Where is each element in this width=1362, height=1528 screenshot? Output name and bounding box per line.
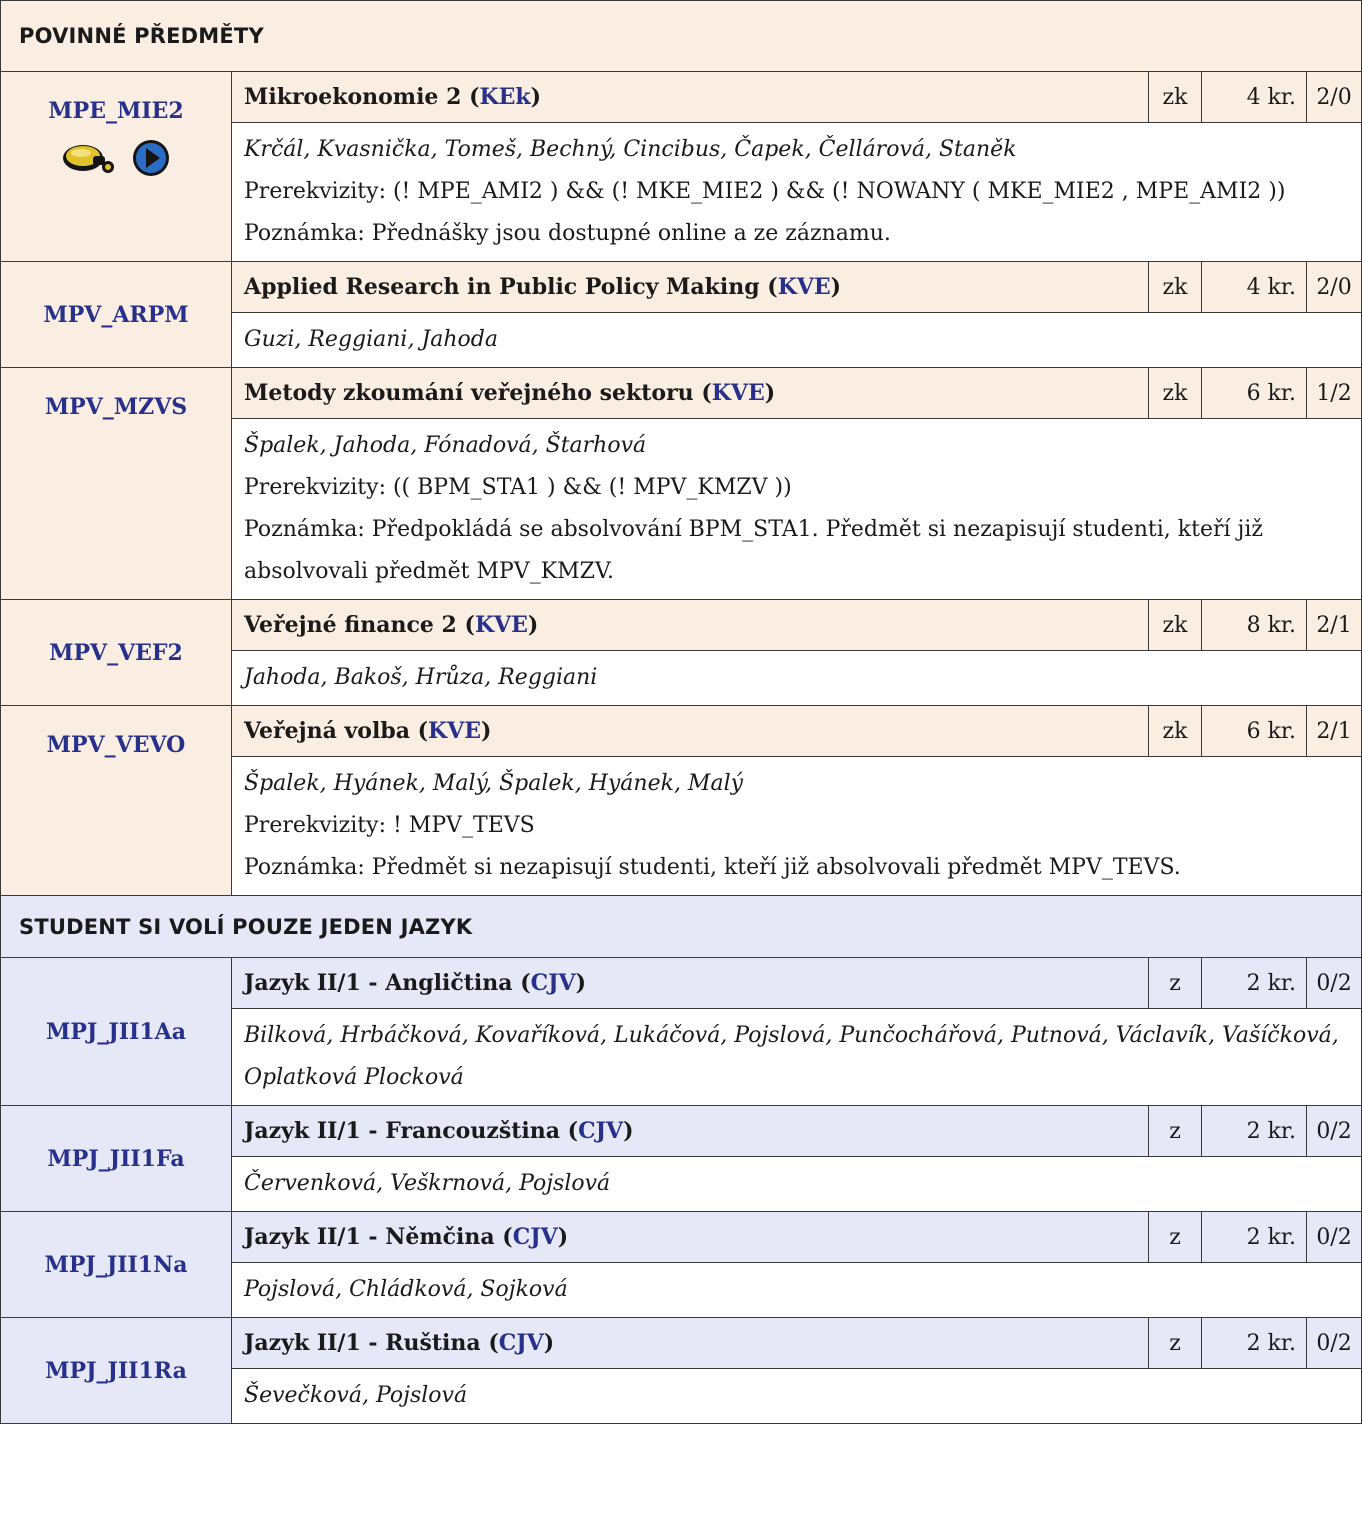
course-details [232, 1263, 1362, 1318]
course-code-cell [1, 958, 232, 1106]
play-icon[interactable] [131, 138, 171, 184]
hours: 2/1 [1307, 600, 1362, 651]
course-details [232, 1369, 1362, 1424]
course-details [232, 1009, 1362, 1106]
teachers: Bilková, Hrbáčková, Kovaříková, Lukáčová, Pojslová, Punčochářová, Putnová, Václavík, Vašíčková, Oplatková Plocková [244, 1023, 1339, 1090]
department-link[interactable]: CJV [578, 1118, 624, 1144]
course-code-cell [1, 600, 232, 706]
teachers: Ševečková, Pojslová [244, 1383, 468, 1408]
hours: 2/0 [1307, 72, 1362, 123]
teachers: Guzi, Reggiani, Jahoda [244, 327, 498, 352]
course-title: Jazyk II/1 - Angličtina (CJV) [232, 958, 1149, 1009]
teachers: Špalek, Jahoda, Fónadová, Štarhová [244, 433, 647, 458]
teachers: Jahoda, Bakoš, Hrůza, Reggiani [244, 665, 598, 690]
course-details [232, 757, 1362, 896]
completion-type: z [1149, 958, 1202, 1009]
hours: 0/2 [1307, 1318, 1362, 1369]
course-title: Jazyk II/1 - Francouzština (CJV) [232, 1106, 1149, 1157]
course-code-link[interactable]: MPV_VEVO [46, 732, 186, 758]
completion-type: zk [1149, 706, 1202, 757]
course-code-link[interactable]: MPV_ARPM [43, 301, 189, 328]
course-code-link[interactable]: MPJ_JII1Na [44, 1251, 188, 1278]
course-title: Mikroekonomie 2 (KEk) [232, 72, 1149, 123]
note: Poznámka: Přednášky jsou dostupné online a ze záznamu. [244, 221, 891, 246]
prerequisites: Prerekvizity: (! MPE_AMI2 ) && (! MKE_MIE2 ) && (! NOWANY ( MKE_MIE2 , MPE_AMI2 )) [244, 179, 1286, 204]
completion-type: zk [1149, 368, 1202, 419]
hours: 0/2 [1307, 1106, 1362, 1157]
course-code-cell [1, 706, 232, 896]
course-code-link[interactable]: MPJ_JII1Aa [46, 1018, 186, 1045]
completion-type: z [1149, 1318, 1202, 1369]
note: Poznámka: Předpokládá se absolvování BPM_STA1. Předmět si nezapisují studenti, kteří již absolvovali předmět MPV_KMZV. [244, 517, 1263, 584]
credits: 6 kr. [1202, 706, 1307, 757]
course-code-cell [1, 1212, 232, 1318]
course-title: Jazyk II/1 - Ruština (CJV) [232, 1318, 1149, 1369]
hours: 2/0 [1307, 262, 1362, 313]
teachers: Červenková, Veškrnová, Pojslová [244, 1171, 611, 1196]
credits: 4 kr. [1202, 262, 1307, 313]
course-code-link[interactable]: MPV_MZVS [44, 394, 188, 420]
video-camera-icon[interactable] [61, 138, 119, 184]
hours: 0/2 [1307, 958, 1362, 1009]
section-title: STUDENT SI VOLÍ POUZE JEDEN JAZYK [1, 896, 1362, 958]
course-code-cell [1, 72, 232, 262]
department-link[interactable]: KVE [428, 718, 482, 744]
hours: 2/1 [1307, 706, 1362, 757]
department-link[interactable]: KVE [777, 274, 831, 300]
note: Poznámka: Předmět si nezapisují studenti, kteří již absolvovali předmět MPV_TEVS. [244, 855, 1181, 880]
completion-type: zk [1149, 72, 1202, 123]
completion-type: zk [1149, 600, 1202, 651]
course-details [232, 651, 1362, 706]
department-link[interactable]: CJV [512, 1224, 558, 1250]
course-details [232, 419, 1362, 600]
course-title: Veřejná volba (KVE) [232, 706, 1149, 757]
course-code-link[interactable]: MPE_MIE2 [48, 98, 184, 124]
credits: 4 kr. [1202, 72, 1307, 123]
section-title: POVINNÉ PŘEDMĚTY [1, 1, 1362, 72]
course-title: Metody zkoumání veřejného sektoru (KVE) [232, 368, 1149, 419]
course-code-cell [1, 368, 232, 600]
teachers: Špalek, Hyánek, Malý, Špalek, Hyánek, Malý [244, 771, 744, 796]
course-details [232, 313, 1362, 368]
course-title: Veřejné finance 2 (KVE) [232, 600, 1149, 651]
department-link[interactable]: CJV [530, 970, 576, 996]
completion-type: zk [1149, 262, 1202, 313]
department-link[interactable]: KVE [474, 612, 528, 638]
course-details [232, 123, 1362, 262]
credits: 6 kr. [1202, 368, 1307, 419]
hours: 0/2 [1307, 1212, 1362, 1263]
credits: 8 kr. [1202, 600, 1307, 651]
department-link[interactable]: KEk [479, 84, 531, 110]
credits: 2 kr. [1202, 1106, 1307, 1157]
teachers: Pojslová, Chládková, Sojková [244, 1277, 568, 1302]
prerequisites: Prerekvizity: ! MPV_TEVS [244, 813, 535, 838]
completion-type: z [1149, 1212, 1202, 1263]
department-link[interactable]: KVE [711, 380, 765, 406]
teachers: Krčál, Kvasnička, Tomeš, Bechný, Cincibus, Čapek, Čellárová, Staněk [244, 137, 1017, 162]
credits: 2 kr. [1202, 1318, 1307, 1369]
course-code-cell [1, 1318, 232, 1424]
hours: 1/2 [1307, 368, 1362, 419]
credits: 2 kr. [1202, 958, 1307, 1009]
course-title: Applied Research in Public Policy Making (KVE) [232, 262, 1149, 313]
course-title: Jazyk II/1 - Němčina (CJV) [232, 1212, 1149, 1263]
credits: 2 kr. [1202, 1212, 1307, 1263]
course-code-cell [1, 1106, 232, 1212]
course-details [232, 1157, 1362, 1212]
course-code-link[interactable]: MPJ_JII1Ra [45, 1357, 187, 1384]
department-link[interactable]: CJV [498, 1330, 544, 1356]
course-code-cell [1, 262, 232, 368]
course-code-link[interactable]: MPJ_JII1Fa [47, 1145, 185, 1172]
completion-type: z [1149, 1106, 1202, 1157]
course-code-link[interactable]: MPV_VEF2 [49, 639, 183, 666]
prerequisites: Prerekvizity: (( BPM_STA1 ) && (! MPV_KMZV )) [244, 475, 792, 500]
